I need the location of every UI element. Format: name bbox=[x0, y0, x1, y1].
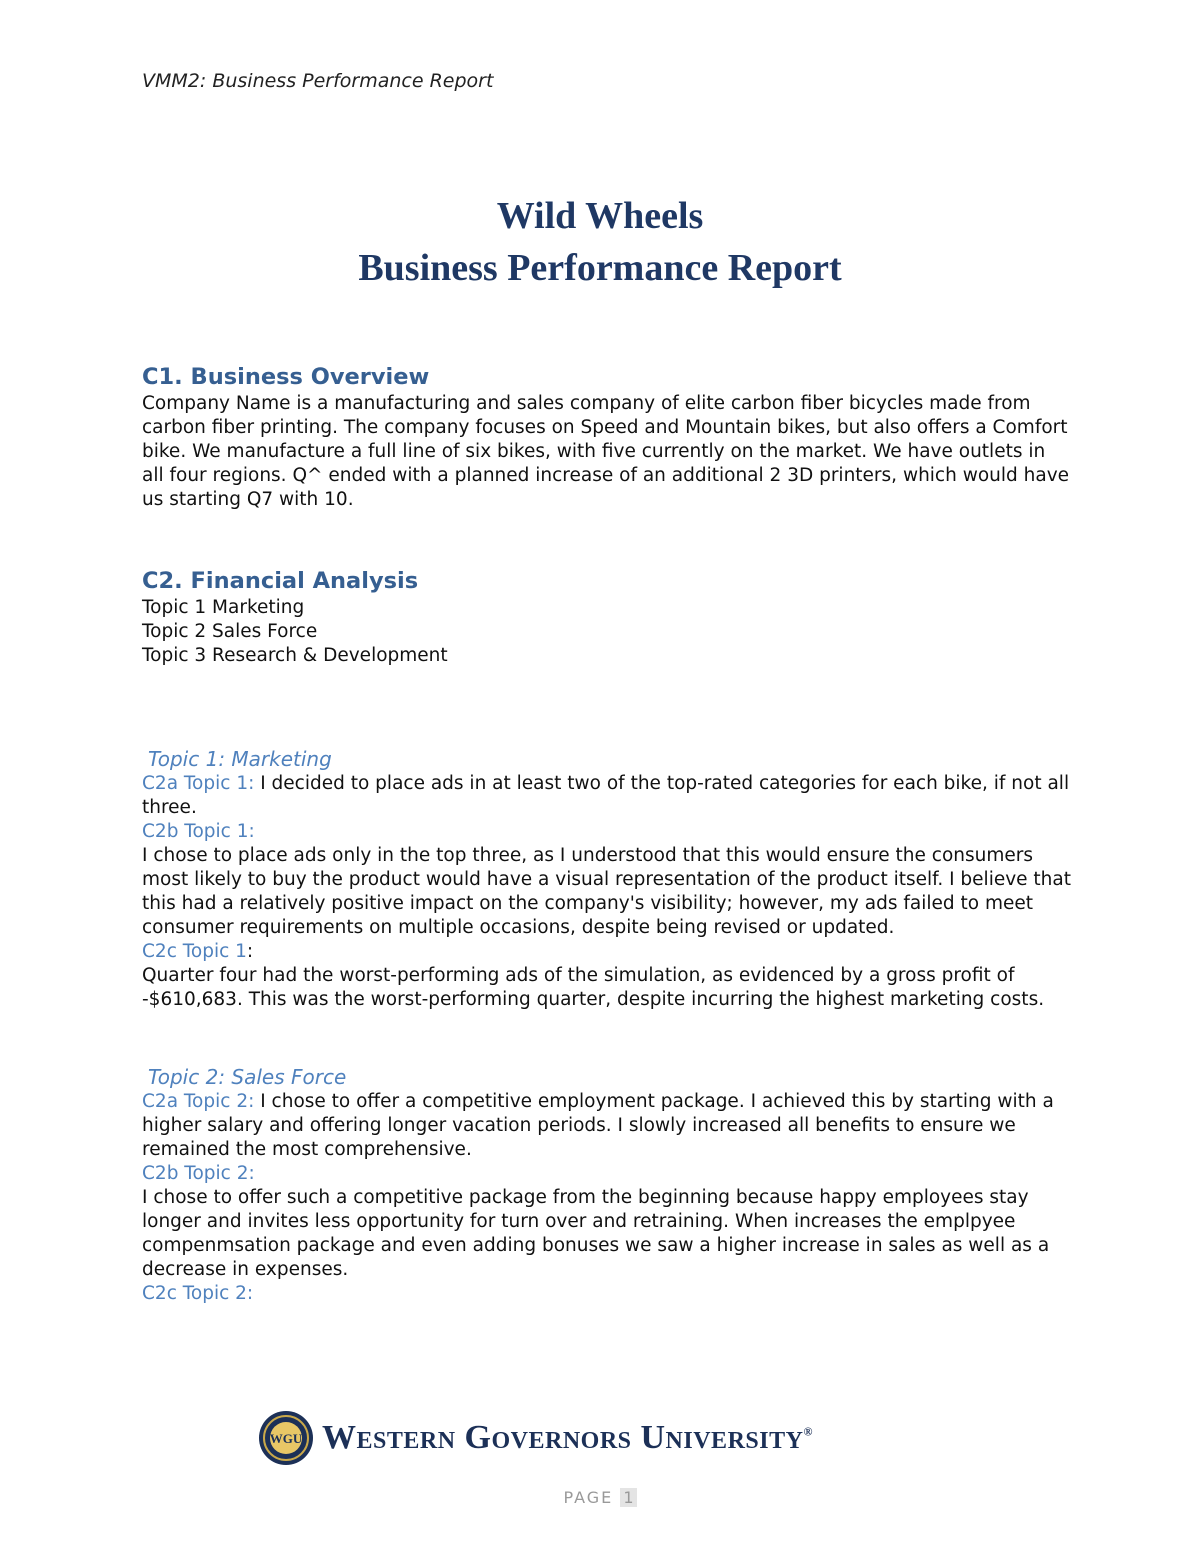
title-line-2: Business Performance Report bbox=[358, 247, 842, 289]
topic-1-c2a bbox=[142, 772, 1072, 820]
topic-2-heading: Topic 2: Sales Force bbox=[148, 1065, 347, 1089]
topic-1-c2c-colon: : bbox=[246, 941, 254, 962]
topic-1-c2a-text: I decided to place ads in at least two of the top-rated categories for each bike, if not all three. bbox=[142, 773, 1070, 818]
wgu-wordmark-text: Western Governors University bbox=[322, 1419, 804, 1456]
topic-2-c2b-text: I chose to offer such a competitive package from the beginning because happy employees stay longer and invites less opportunity for turn over and retraining. When increases the emplpyee compenmsation package and even adding bonuses we saw a higher increase in sales as well as a decrease in expenses. bbox=[142, 1187, 1050, 1280]
topic-1-section bbox=[142, 746, 1072, 1012]
topic-1-c2b-text: I chose to place ads only in the top three, as I understood that this would ensure the consumers most likely to buy the product would have a visual representation of the product itself. I believe that this had a relatively positive impact on the company's visibility; however, my ads failed to meet consumer requirements on multiple occasions, despite being revised or updated. bbox=[142, 845, 1071, 938]
topic-2-section bbox=[142, 1064, 1072, 1306]
section-c1-body: Company Name is a manufacturing and sales company of elite carbon fiber bicycles made from carbon fiber printing. The company focuses on Speed and Mountain bikes, but also offers a Comfort bike. We manufacture a full line of six bikes, with five currently on the market. We have outlets in all four regions. Q^ ended with a planned increase of an additional 2 3D printers, which would have us starting Q7 with 10. bbox=[142, 393, 1070, 510]
topic-2-c2a bbox=[142, 1090, 1072, 1162]
topic-list bbox=[142, 596, 1072, 668]
page-number bbox=[0, 1488, 1200, 1507]
document-body bbox=[142, 362, 1072, 1306]
topic-list-item: Topic 2 Sales Force bbox=[142, 621, 318, 642]
title-line-1: Wild Wheels bbox=[496, 195, 704, 237]
topic-1-c2c-label: C2c Topic 1 bbox=[142, 941, 247, 962]
wgu-seal-icon bbox=[258, 1410, 314, 1466]
topic-list-item: Topic 3 Research & Development bbox=[142, 645, 448, 666]
seal-text: WGU bbox=[269, 1431, 303, 1446]
page-number-value: 1 bbox=[620, 1488, 636, 1507]
topic-2-c2b-label: C2b Topic 2: bbox=[142, 1163, 255, 1184]
wgu-logo bbox=[258, 1410, 813, 1466]
registered-mark: ® bbox=[803, 1424, 813, 1439]
topic-1-heading: Topic 1: Marketing bbox=[148, 747, 332, 771]
topic-1-c2c bbox=[142, 940, 1072, 964]
topic-1-c2a-label: C2a Topic 1: bbox=[142, 773, 255, 794]
topic-1-c2c-text: Quarter four had the worst-performing ads of the simulation, as evidenced by a gross profit of -$610,683. This was the worst-performing quarter, despite incurring the highest marketing costs. bbox=[142, 965, 1045, 1010]
wgu-wordmark bbox=[322, 1419, 813, 1457]
topic-1-c2b-label: C2b Topic 1: bbox=[142, 821, 255, 842]
topic-list-item: Topic 1 Marketing bbox=[142, 597, 305, 618]
running-header: VMM2: Business Performance Report bbox=[142, 70, 494, 92]
document-title bbox=[0, 190, 1200, 294]
topic-2-c2a-text: I chose to offer a competitive employment package. I achieved this by starting with a higher salary and offering longer vacation periods. I slowly increased all benefits to ensure we remained the most comprehensive. bbox=[142, 1091, 1054, 1160]
topic-2-c2c-label: C2c Topic 2: bbox=[142, 1283, 254, 1304]
section-c1-heading: C1. Business Overview bbox=[142, 364, 430, 390]
page-label: PAGE bbox=[563, 1488, 614, 1507]
section-c2-heading: C2. Financial Analysis bbox=[142, 568, 419, 594]
topic-2-c2a-label: C2a Topic 2: bbox=[142, 1091, 255, 1112]
